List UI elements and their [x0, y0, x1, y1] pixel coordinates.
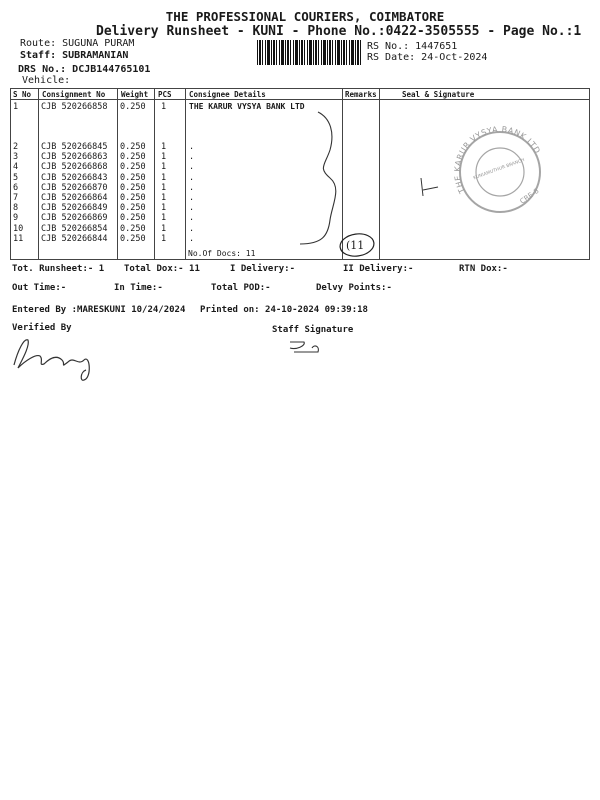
cell-consignment: CJB 520266843: [41, 172, 108, 183]
cell-sno: 5: [13, 172, 19, 183]
cell-consignee: .: [189, 193, 195, 203]
cell-pcs: 1: [161, 213, 167, 224]
cell-sno: 7: [13, 193, 19, 203]
cell-pcs: 1: [161, 142, 167, 152]
cell-sno: 8: [13, 203, 19, 214]
cell-weight: 0.250: [120, 102, 146, 112]
svg-text:CRE-8: CRE-8: [518, 186, 541, 206]
cell-consignee: .: [189, 182, 195, 193]
no-of-docs: No.Of Docs: 11: [188, 249, 256, 258]
bank-seal-stamp: [453, 125, 544, 212]
cell-consignment: CJB 520266870: [41, 182, 108, 193]
cell-consignee: .: [189, 223, 195, 234]
cell-weight: 0.250: [120, 193, 146, 203]
rtn-dox: RTN Dox:-: [459, 264, 508, 274]
cell-pcs: 1: [161, 193, 167, 203]
cell-consignment: CJB 520266869: [41, 213, 108, 224]
cell-pcs: 1: [161, 203, 167, 214]
cell-sno: 1: [13, 102, 19, 112]
total-pod: Total POD:-: [211, 283, 271, 293]
entered-by: Entered By :MARESKUNI 10/24/2024: [12, 305, 186, 315]
cell-weight: 0.250: [120, 213, 146, 224]
company-name: THE PROFESSIONAL COURIERS, COIMBATORE: [165, 9, 445, 24]
col-header-consignment: Consignment No: [42, 90, 106, 99]
cell-sno: 4: [13, 162, 19, 173]
cell-consignment: CJB 520266858: [41, 102, 108, 112]
drs-number: DRS No.: DCJB144765101: [18, 64, 151, 75]
in-time: In Time:-: [114, 283, 163, 293]
cell-weight: 0.250: [120, 233, 146, 244]
cell-pcs: 1: [161, 172, 167, 183]
tot-runsheet: Tot. Runsheet:- 1: [12, 264, 105, 274]
total-dox: Total Dox:- 11: [124, 264, 200, 274]
cell-consignee: .: [189, 162, 195, 173]
handwritten-brace: [300, 112, 336, 244]
printed-on: Printed on: 24-10-2024 09:39:18: [200, 305, 368, 315]
out-time: Out Time:-: [12, 283, 67, 293]
cell-weight: 0.250: [120, 223, 146, 234]
cell-weight: 0.250: [120, 172, 146, 183]
cell-sno: 9: [13, 213, 19, 224]
staff-signature-label: Staff Signature: [272, 325, 354, 335]
cell-weight: 0.250: [120, 182, 146, 193]
delvy-points: Delvy Points:-: [316, 283, 392, 293]
cell-pcs: 1: [161, 182, 167, 193]
col-header-remarks: Remarks: [345, 90, 377, 99]
cell-sno: 10: [13, 223, 24, 234]
svg-text:KUNIAMUTHUR BRANCH: KUNIAMUTHUR BRANCH: [472, 158, 526, 182]
col-header-consignee: Consignee Details: [189, 90, 266, 99]
rs-number: RS No.: 1447651: [367, 41, 458, 52]
col-header-sno: S No: [13, 90, 32, 99]
cell-pcs: 1: [161, 102, 167, 112]
ii-delivery: II Delivery:-: [343, 264, 414, 274]
cell-consignee: .: [189, 203, 195, 214]
cell-weight: 0.250: [120, 142, 146, 152]
cell-consignee: THE KARUR VYSYA BANK LTD: [189, 102, 305, 111]
verified-signature: [14, 340, 89, 380]
handwritten-count: (11: [346, 239, 365, 252]
rs-date: RS Date: 24-Oct-2024: [367, 52, 488, 63]
cell-pcs: 1: [161, 233, 167, 244]
cell-consignment: CJB 520266863: [41, 152, 108, 163]
cell-sno: 6: [13, 182, 19, 193]
cell-sno: 11: [13, 233, 24, 244]
col-header-pcs: PCS: [158, 90, 172, 99]
cell-consignment: CJB 520266844: [41, 233, 108, 244]
cell-pcs: 1: [161, 162, 167, 173]
cell-consignee: .: [189, 142, 195, 152]
cell-weight: 0.250: [120, 203, 146, 214]
cell-consignment: CJB 520266845: [41, 142, 108, 152]
cell-consignment: CJB 520266868: [41, 162, 108, 173]
cell-consignee: .: [189, 233, 195, 244]
cell-sno: 2: [13, 142, 19, 152]
cell-pcs: 1: [161, 152, 167, 163]
vehicle: Vehicle:: [22, 75, 71, 86]
handwritten-tick: [421, 178, 438, 196]
cell-consignment: CJB 520266854: [41, 223, 108, 234]
i-delivery: I Delivery:-: [230, 264, 296, 274]
cell-weight: 0.250: [120, 162, 146, 173]
cell-consignment: CJB 520266849: [41, 203, 108, 214]
runsheet-title: Delivery Runsheet - KUNI - Phone No.:0422-3505555 - Page No.:1: [96, 24, 582, 39]
cell-consignment: CJB 520266864: [41, 193, 108, 203]
cell-consignee: .: [189, 213, 195, 224]
col-header-weight: Weight: [121, 90, 149, 99]
cell-sno: 3: [13, 152, 19, 163]
cell-consignee: .: [189, 152, 195, 163]
svg-text:THE KARUR VYSYA BANK LTD.: THE KARUR VYSYA BANK LTD.: [452, 124, 544, 195]
route: Route: SUGUNA PURAM: [20, 38, 135, 49]
staff: Staff: SUBRAMANIAN: [20, 50, 129, 61]
col-header-seal: Seal & Signature: [402, 90, 475, 99]
staff-signature-mark: [290, 342, 318, 352]
cell-pcs: 1: [161, 223, 167, 234]
cell-weight: 0.250: [120, 152, 146, 163]
cell-consignee: .: [189, 172, 195, 183]
verified-by-label: Verified By: [12, 323, 72, 333]
